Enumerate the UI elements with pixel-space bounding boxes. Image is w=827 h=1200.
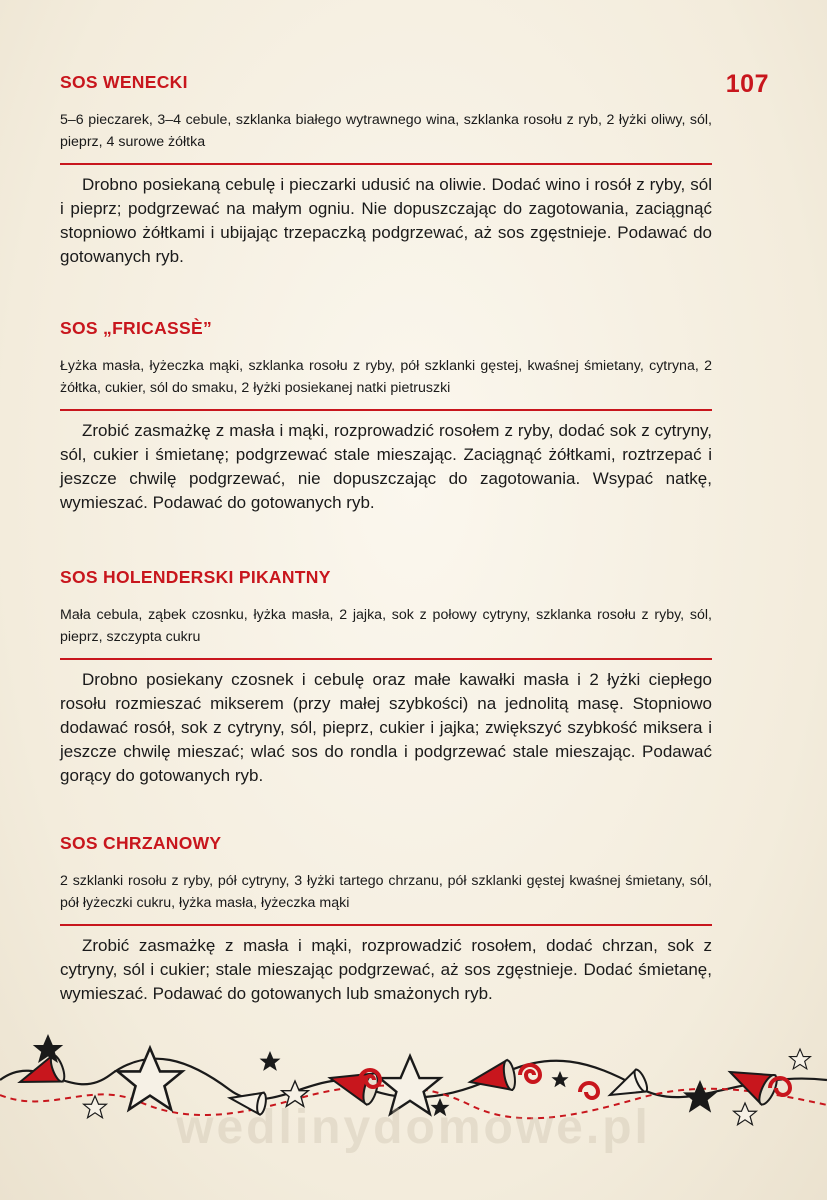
recipe-title: SOS WENECKI: [60, 72, 188, 92]
red-divider: [60, 658, 712, 660]
recipe-ingredients: Łyżka masła, łyżeczka mąki, szklanka rosołu z ryby, pół szklanki gęstej, kwaśnej śmietany, cytryna, 2 żółtka, cukier, sól do smaku, 2 łyżki posiekanej natki pietruszki: [60, 358, 712, 396]
recipe-method: Zrobić zasmażkę z masła i mąki, rozprowadzić rosołem z ryby, dodać sok z cytryny, sól, cukier i śmietanę; podgrzewać stale mieszając. Zaciągnąć żółtkami, roztrzepać i jeszcze chwilę podgrzewać, nie dopuszczając do zagotowania. Wsypać natkę, wymieszać. Podawać do gotowanych ryb.: [60, 421, 712, 512]
star-icon: [551, 1071, 568, 1087]
recipe-title: SOS „FRICASSÈ”: [60, 318, 213, 338]
watermark: wedlinydomowe.pl: [176, 1101, 651, 1154]
recipe-ingredients: Mała cebula, ząbek czosnku, łyżka masła, 2 jajka, sok z połowy cytryny, szklanka rosołu z ryby, sól, pieprz, szczypta cukru: [60, 607, 712, 645]
recipe-ingredients: 2 szklanki rosołu z ryby, pół cytryny, 3 łyżki tartego chrzanu, pół szklanki gęstej kwaśnej śmietany, sól, pół łyżeczki cukru, łyżka masła, łyżeczka mąki: [60, 873, 712, 911]
star-icon: [790, 1049, 811, 1069]
recipe-sos-holenderski-pikantny: [60, 567, 712, 788]
recipe-title: SOS HOLENDERSKI PIKANTNY: [60, 567, 331, 587]
recipe-title: SOS CHRZANOWY: [60, 833, 222, 853]
star-icon: [260, 1051, 281, 1071]
page-number: 107: [725, 70, 769, 98]
recipe-method: Zrobić zasmażkę z masła i mąki, rozprowadzić rosołem, dodać chrzan, sok z cytryny, sól i cukier; stale mieszając podgrzewać, aż sos zgęstnieje. Dodać śmietanę, wymieszać. Podawać do gotowanych lub smażonych ryb.: [60, 936, 712, 1003]
red-divider: [60, 924, 712, 926]
recipe-ingredients: 5–6 pieczarek, 3–4 cebule, szklanka białego wytrawnego wina, szklanka rosołu z ryb, 2 łyżki oliwy, sól, pieprz, 4 surowe żółtka: [60, 112, 712, 150]
recipe-method: Drobno posiekaną cebulę i pieczarki udusić na oliwie. Dodać wino i rosół z ryby, sól i pieprz; podgrzewać na małym ogniu. Nie dopuszczając do zagotowania, zaciągnąć stopniowo żółtkami i ubijając trzepaczką podgrzewać, aż sos zgęstnieje. Podawać do gotowanych ryb.: [60, 175, 712, 266]
recipe-sos-wenecki: [60, 72, 712, 269]
recipe-sos-chrzanowy: [60, 833, 712, 1006]
horn-icon: [467, 1059, 517, 1096]
red-divider: [60, 409, 712, 411]
recipe-sos-fricasse: [60, 318, 712, 515]
recipe-method: Drobno posiekany czosnek i cebulę oraz małe kawałki masła i 2 łyżki ciepłego rosołu rozmieszać mikserem (przy małej szybkości) na jednolitą masę. Stopniowo dodawać rosół, sok z cytryny, sól, pieprz, cukier i jajka; zwiększyć szybkość miksera i jeszcze chwilę mieszać; wlać sos do rondla i podgrzewać stale mieszając. Podawać gorący do gotowanych ryb.: [60, 670, 712, 785]
red-divider: [60, 163, 712, 165]
